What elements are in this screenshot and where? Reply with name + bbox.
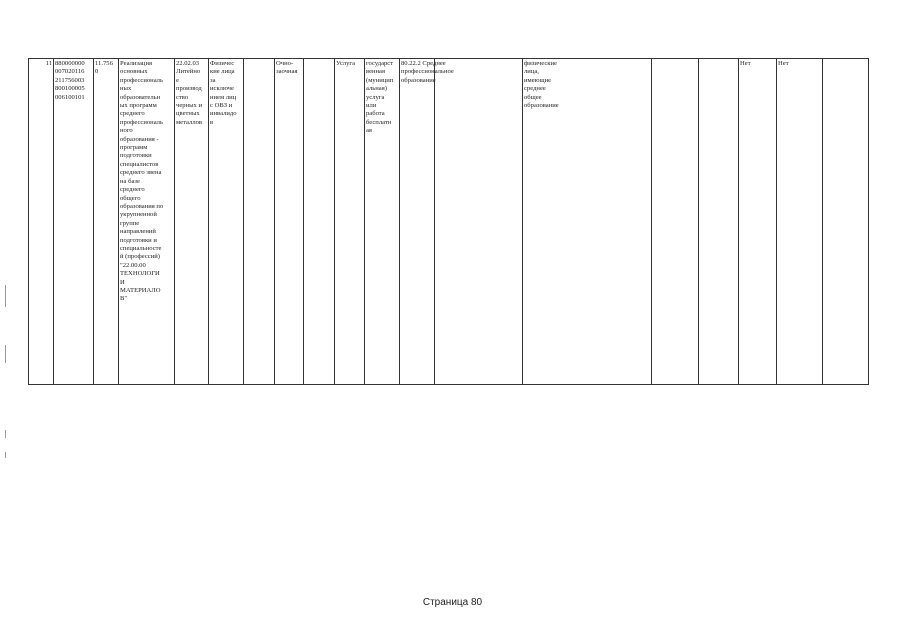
cell-text-line: заочная bbox=[276, 68, 298, 76]
cell-text-line: образовательн bbox=[120, 93, 161, 101]
cell-text-line: бесплатн bbox=[366, 118, 392, 126]
cell-text-line: специальносте bbox=[120, 244, 162, 252]
cell-text-line: производ bbox=[176, 85, 202, 93]
cell-program-name bbox=[119, 59, 175, 385]
cell-text-line: цветных bbox=[176, 110, 200, 118]
cell-empty bbox=[823, 59, 869, 385]
cell-text-line: ных bbox=[120, 85, 132, 93]
cell-service-type bbox=[335, 59, 365, 385]
cell-text-line: Услуга bbox=[336, 60, 356, 67]
cell-text-line: услуга bbox=[366, 93, 385, 101]
cell-text-line: с ОВЗ и bbox=[210, 102, 233, 110]
cell-text-line: венная bbox=[366, 68, 386, 76]
cell-text-line: Литейно bbox=[176, 68, 201, 76]
cell-text-line: лица, bbox=[524, 68, 539, 76]
cell-text-line: образование bbox=[524, 102, 559, 110]
cell-text-line: профессиональное bbox=[401, 68, 454, 76]
cell-text-line: образования - bbox=[120, 135, 159, 143]
cell-specialty bbox=[175, 59, 209, 385]
cell-service-status bbox=[365, 59, 400, 385]
cell-empty bbox=[304, 59, 335, 385]
cell-text-line: имеющие bbox=[524, 76, 552, 84]
cell-text-line: среднего bbox=[120, 186, 145, 194]
scan-edge-mark bbox=[5, 452, 6, 458]
cell-flag bbox=[739, 59, 777, 385]
cell-text-line: инвалидо bbox=[210, 110, 237, 118]
cell-empty bbox=[699, 59, 739, 385]
cell-text-line: В" bbox=[120, 295, 128, 303]
cell-text-line: 006100101 bbox=[55, 93, 85, 101]
cell-text-line: Нет bbox=[740, 60, 751, 67]
scan-edge-mark bbox=[5, 285, 6, 307]
cell-text-line: общее bbox=[524, 93, 542, 101]
cell-text-line: 22.02.03 bbox=[176, 60, 200, 67]
cell-text-line: ТЕХНОЛОГИ bbox=[120, 270, 160, 278]
cell-text-line: 80.22.2 Среднее bbox=[401, 60, 446, 67]
cell-text-line: среднего звена bbox=[120, 169, 162, 177]
cell-text-line: 007020116 bbox=[55, 68, 85, 76]
cell-text-line: общего bbox=[120, 194, 141, 202]
scan-edge-mark bbox=[5, 430, 6, 438]
cell-text-line: за bbox=[210, 76, 216, 84]
cell-text-line: специалистов bbox=[120, 160, 159, 168]
cell-text-line: кие лица bbox=[210, 68, 235, 76]
cell-text-line: исключе bbox=[210, 85, 234, 93]
cell-text-line: на базе bbox=[120, 177, 140, 185]
cell-study-form bbox=[275, 59, 304, 385]
cell-text-line: государст bbox=[366, 60, 394, 67]
cell-text-line: программ bbox=[120, 144, 148, 152]
cell-text-line: образование bbox=[401, 76, 436, 84]
cell-text-line: (муницип bbox=[366, 76, 394, 84]
cell-text-line: 0 bbox=[95, 68, 99, 76]
cell-empty bbox=[435, 59, 523, 385]
table-row bbox=[29, 59, 901, 385]
cell-text-line: физические bbox=[524, 60, 557, 67]
cell-empty bbox=[652, 59, 699, 385]
cell-text-line: 11.756 bbox=[95, 60, 113, 67]
cell-text-line: 880000000 bbox=[55, 60, 85, 67]
cell-empty bbox=[244, 59, 275, 385]
cell-text-line: среднего bbox=[120, 110, 145, 118]
cell-text-line: ая bbox=[366, 127, 372, 135]
registry-table bbox=[28, 58, 901, 385]
cell-text-line: черных и bbox=[176, 102, 202, 110]
cell-text-line: ного bbox=[120, 127, 133, 135]
cell-text-line: Очно- bbox=[276, 60, 294, 67]
cell-registry-code bbox=[54, 59, 94, 385]
scan-edge-mark bbox=[5, 345, 6, 363]
cell-text-line: 11 bbox=[45, 60, 52, 67]
cell-text-line: подготовки и bbox=[120, 236, 157, 244]
cell-text-line: или bbox=[366, 102, 377, 110]
cell-text-line: в bbox=[210, 118, 214, 126]
cell-okpd-code bbox=[400, 59, 454, 385]
cell-text-line: основных bbox=[120, 68, 148, 76]
cell-text-line: ых программ bbox=[120, 102, 157, 110]
cell-flag bbox=[777, 59, 823, 385]
cell-text-line: е bbox=[176, 76, 179, 84]
cell-text-line: работа bbox=[366, 110, 385, 118]
cell-text-line: металлов bbox=[176, 118, 203, 126]
cell-text-line: группе bbox=[120, 219, 140, 227]
cell-text-line: профессиональ bbox=[120, 76, 163, 84]
cell-text-line: 211756003 bbox=[55, 76, 85, 84]
cell-text-line: профессиональ bbox=[120, 118, 163, 126]
cell-text-line: образования по bbox=[120, 202, 164, 210]
cell-consumers bbox=[523, 59, 652, 385]
cell-text-line: "22.00.00 bbox=[120, 261, 146, 269]
cell-text-line: нием лиц bbox=[210, 93, 237, 101]
cell-text-line: Реализация bbox=[120, 60, 153, 67]
cell-text-line: подготовки bbox=[120, 152, 152, 160]
cell-row-number bbox=[29, 59, 54, 385]
cell-okved-code bbox=[94, 59, 119, 385]
cell-text-line: 800100005 bbox=[55, 85, 85, 93]
cell-consumer-category bbox=[209, 59, 244, 385]
cell-text-line: альная) bbox=[366, 85, 387, 93]
cell-text-line: Нет bbox=[778, 60, 789, 67]
cell-text-line: ство bbox=[176, 93, 189, 101]
page-number-label: Страница 80 bbox=[422, 597, 483, 608]
cell-text-line: Физичес bbox=[210, 60, 235, 67]
cell-text-line: направлений bbox=[120, 228, 156, 236]
cell-text-line: й (профессий) bbox=[120, 253, 160, 261]
cell-text-line: среднее bbox=[524, 85, 546, 93]
cell-text-line: укрупненной bbox=[120, 211, 157, 219]
cell-text-line: МАТЕРИАЛО bbox=[120, 286, 161, 294]
cell-text-line: И bbox=[120, 278, 125, 286]
